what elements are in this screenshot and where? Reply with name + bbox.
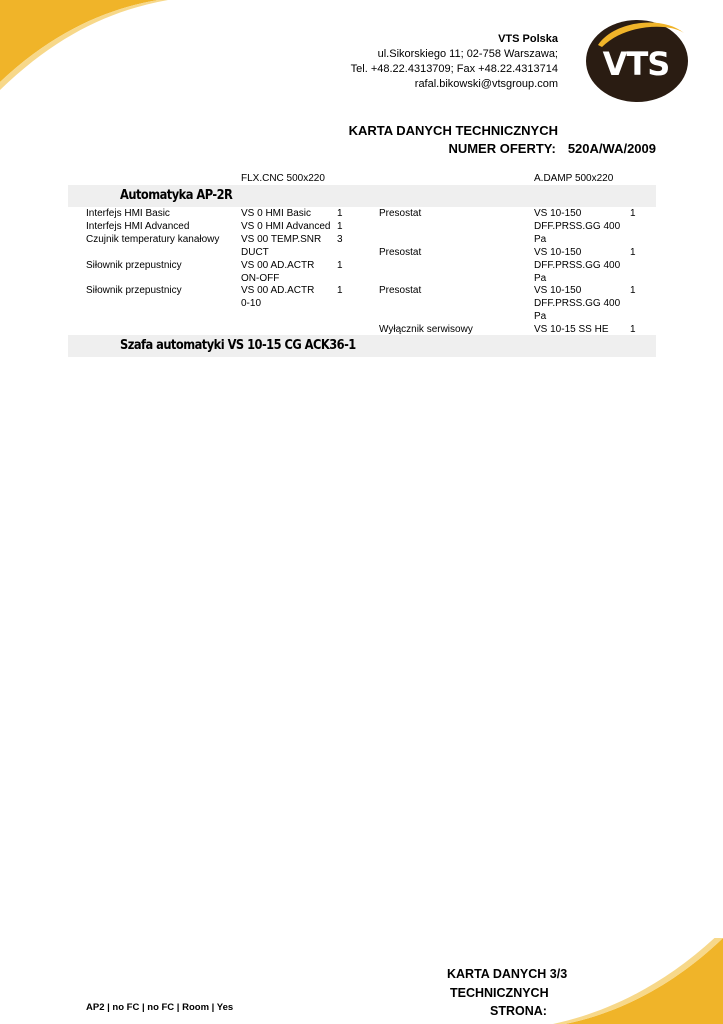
section-band (68, 335, 656, 357)
component-code: VS 0 HMI Basic (241, 208, 312, 219)
component-code: DUCT (241, 246, 269, 258)
component-name: Wyłącznik serwisowy (379, 324, 473, 336)
corner-swoosh-top-left (0, 0, 170, 90)
component-code: DFF.PRSS.GG 400 (534, 220, 621, 232)
component-code: VS 10-150 (534, 208, 582, 219)
component-name: Czujnik temperatury kanałowy (86, 233, 220, 245)
component-code: VS 00 AD.ACTR (241, 259, 315, 271)
component-qty: 1 (630, 208, 636, 219)
component-code: VS 00 AD.ACTR (241, 285, 315, 297)
top-label-right: A.DAMP 500x220 (534, 173, 614, 184)
component-qty: 1 (337, 259, 343, 271)
component-code: Pa (534, 233, 547, 245)
company-phone: Tel. +48.22.4313709; Fax +48.22.4313714 (350, 63, 558, 75)
component-qty: 3 (337, 233, 343, 245)
company-email: rafal.bikowski@vtsgroup.com (414, 78, 558, 90)
component-code: VS 10-15 SS HE (534, 324, 609, 336)
component-code: 0-10 (241, 298, 262, 310)
corner-swoosh-bottom-right (553, 938, 723, 1024)
component-name: Siłownik przepustnicy (86, 285, 182, 297)
component-code: VS 10-150 (534, 285, 582, 297)
component-code: VS 10-150 (534, 246, 582, 258)
company-name: VTS Polska (498, 33, 558, 45)
component-name: Presostat (379, 246, 422, 258)
footer-title-line: TECHNICZNYCH (450, 986, 549, 1000)
component-name: Interfejs HMI Basic (86, 208, 170, 219)
top-label-left: FLX.CNC 500x220 (241, 173, 325, 184)
offer-number-line (448, 141, 656, 156)
component-code: Pa (534, 272, 547, 284)
offer-number-label: NUMER OFERTY: (448, 141, 556, 156)
component-qty: 1 (630, 324, 636, 336)
offer-number-value: 520A/WA/2009 (567, 141, 656, 156)
component-code: VS 00 TEMP.SNR (241, 233, 322, 245)
footer-title-line: KARTA DANYCH 3/3 (447, 967, 568, 981)
component-name: Presostat (379, 208, 422, 219)
component-qty: 1 (630, 285, 636, 297)
component-code: DFF.PRSS.GG 400 (534, 259, 621, 271)
document-title: KARTA DANYCH TECHNICZNYCH (348, 123, 558, 138)
component-code: DFF.PRSS.GG 400 (534, 298, 621, 310)
section-title: Szafa automatyki VS 10-15 CG ACK36-1 (120, 338, 356, 353)
section-band (68, 185, 656, 207)
component-name: Presostat (379, 285, 422, 297)
svg-text:VTS: VTS (602, 45, 670, 83)
footer-page-label: STRONA: (490, 1004, 547, 1018)
component-qty: 1 (337, 208, 343, 219)
component-qty: 1 (337, 220, 343, 232)
component-code: ON-OFF (241, 272, 280, 284)
component-qty: 1 (630, 246, 636, 258)
footer-config-summary: AP2 | no FC | no FC | Room | Yes (86, 1002, 234, 1013)
component-qty: 1 (337, 285, 343, 297)
component-name: Interfejs HMI Advanced (86, 220, 190, 232)
component-code: VS 0 HMI Advanced (241, 220, 331, 232)
company-address: ul.Sikorskiego 11; 02-758 Warszawa; (377, 48, 558, 60)
component-code: Pa (534, 311, 547, 323)
section-title: Automatyka AP-2R (120, 188, 233, 203)
component-name: Siłownik przepustnicy (86, 259, 182, 271)
vts-logo (584, 15, 690, 103)
